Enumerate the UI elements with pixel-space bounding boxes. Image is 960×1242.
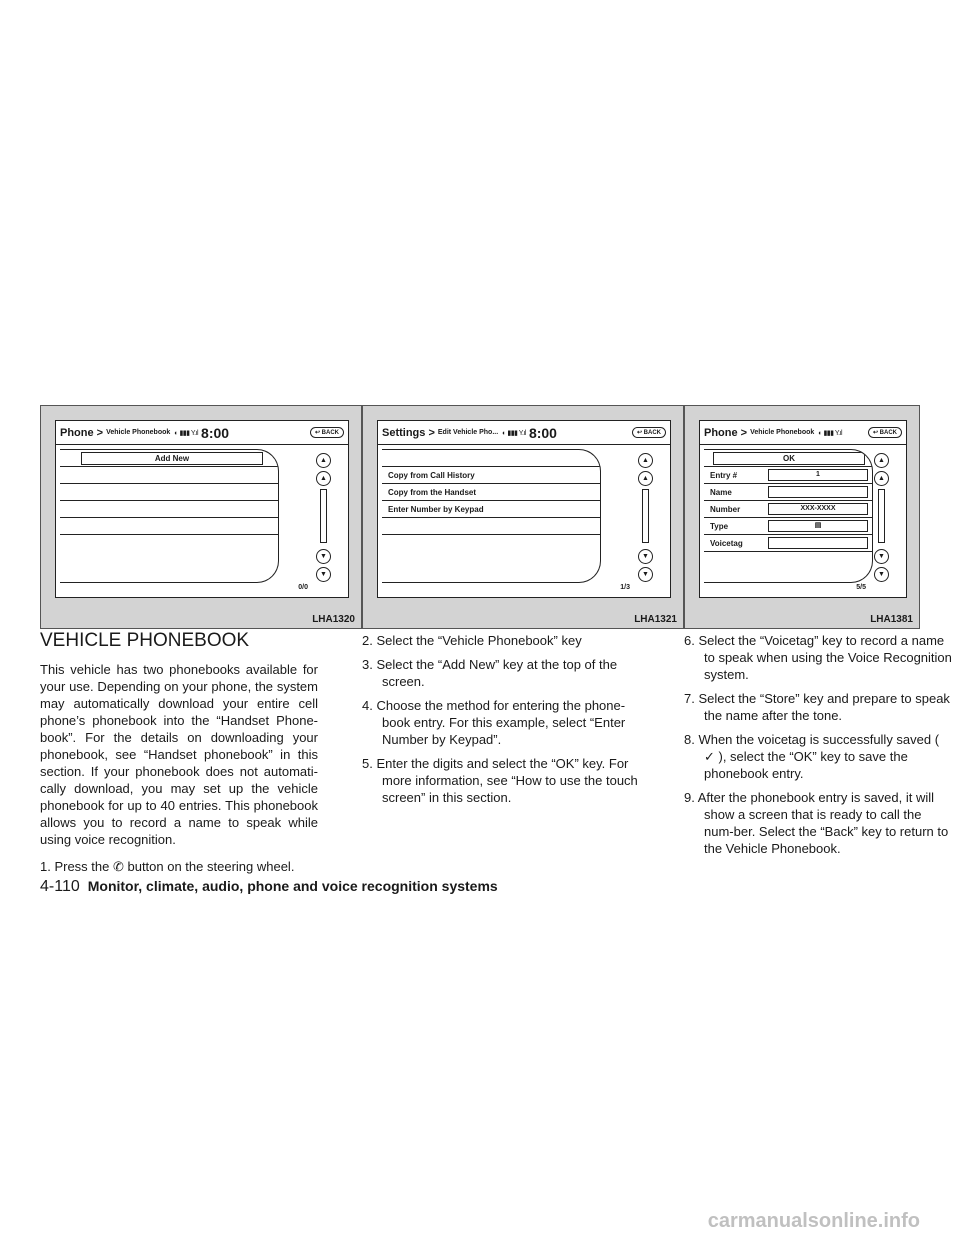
step-9: 9. After the phonebook entry is saved, it will show a screen that is ready to call the num-ber. Select the “Back” key to return to the Vehicle Phonebook. bbox=[684, 790, 949, 856]
screen-header bbox=[378, 421, 670, 445]
scroll-controls bbox=[312, 453, 340, 583]
scroll-up-icon[interactable]: ▲ bbox=[638, 471, 653, 486]
header-subtitle: Edit Vehicle Pho... bbox=[437, 429, 499, 436]
list-item[interactable] bbox=[382, 518, 600, 535]
page-up-icon[interactable]: ▲ bbox=[874, 453, 889, 468]
figure-edit-vehicle-phonebook bbox=[362, 405, 684, 629]
name-field[interactable]: Name bbox=[704, 484, 872, 501]
ok-button[interactable]: OK bbox=[704, 450, 872, 467]
chapter-title: Monitor, climate, audio, phone and voice recognition systems bbox=[87, 878, 498, 894]
page-down-icon[interactable]: ▼ bbox=[638, 567, 653, 582]
scrollbar[interactable] bbox=[320, 489, 327, 543]
text-column-2 bbox=[362, 632, 642, 813]
scrollbar[interactable] bbox=[642, 489, 649, 543]
page-number: 4-110 bbox=[40, 878, 80, 895]
figure-code: LHA1320 bbox=[312, 614, 355, 625]
clock: 8:00 bbox=[201, 424, 230, 441]
list-item[interactable] bbox=[60, 484, 278, 501]
status-icons: ◐ ▮▮▮ Y.ıl bbox=[502, 429, 526, 437]
enter-number-by-keypad-item[interactable]: Enter Number by Keypad bbox=[382, 501, 600, 518]
step-4: 4. Choose the method for entering the phone-book entry. For this example, select “Enter Number by Keypad”. bbox=[362, 698, 626, 747]
figure-code: LHA1321 bbox=[634, 614, 677, 625]
back-button[interactable]: ↩ BACK bbox=[868, 427, 902, 438]
scroll-down-icon[interactable]: ▼ bbox=[874, 549, 889, 564]
scroll-down-icon[interactable]: ▼ bbox=[638, 549, 653, 564]
copy-from-call-history-item[interactable]: Copy from Call History bbox=[382, 467, 600, 484]
scrollbar[interactable] bbox=[878, 489, 885, 543]
back-button[interactable]: ↩ BACK bbox=[310, 427, 344, 438]
screen bbox=[55, 420, 349, 598]
page-indicator: 0/0 bbox=[298, 584, 308, 591]
step-7: 7. Select the “Store” key and prepare to speak the name after the tone. bbox=[684, 691, 950, 723]
screen bbox=[699, 420, 907, 598]
figure-phonebook-entry bbox=[684, 405, 920, 629]
menu-list bbox=[382, 449, 601, 583]
page-up-icon[interactable]: ▲ bbox=[638, 453, 653, 468]
header-title: Phone > bbox=[60, 426, 104, 439]
step-2: 2. Select the “Vehicle Phonebook” key bbox=[362, 633, 582, 648]
watermark: carmanualsonline.info bbox=[707, 1210, 920, 1232]
screen-header bbox=[56, 421, 348, 445]
page-indicator: 1/3 bbox=[620, 584, 630, 591]
scroll-up-icon[interactable]: ▲ bbox=[874, 471, 889, 486]
back-button[interactable]: ↩ BACK bbox=[632, 427, 666, 438]
scroll-down-icon[interactable]: ▼ bbox=[316, 549, 331, 564]
status-icons: ◐ ▮▮▮ Y.ıl bbox=[818, 429, 843, 437]
header-title: Phone > bbox=[704, 426, 748, 439]
menu-list bbox=[60, 449, 279, 583]
entry-form bbox=[704, 449, 873, 583]
scroll-up-icon[interactable]: ▲ bbox=[316, 471, 331, 486]
list-item[interactable] bbox=[60, 467, 278, 484]
intro-paragraph: This vehicle has two phonebooks available for your use. Depending on your phone, the system may automatically download your entire cell phone’s phonebook into the “Handset Phone-book”. For the details on downloading your phonebook, see “Handset phonebook” in this section. If your phonebook does not automati-cally download, you may set up the vehicle phonebook for up to 40 entries. This phonebook allows you to record a name to speak while using voice recognition. bbox=[40, 662, 318, 847]
screen-header bbox=[700, 421, 906, 445]
list-item[interactable] bbox=[60, 501, 278, 518]
header-subtitle: Vehicle Phonebook bbox=[750, 429, 815, 436]
step-8: 8. When the voicetag is successfully saved ( ✓ ), select the “OK” key to save the phonebook entry. bbox=[684, 732, 940, 781]
type-icon: ▤ bbox=[768, 520, 868, 532]
page-indicator: 5/5 bbox=[856, 584, 866, 591]
text-column-3 bbox=[684, 632, 952, 864]
step-1: 1. Press the ✆ button on the steering wheel. bbox=[40, 859, 295, 874]
figure-code: LHA1381 bbox=[870, 614, 913, 625]
status-icons: ◐ ▮▮▮ Y.ıl bbox=[174, 429, 199, 437]
header-subtitle: Vehicle Phonebook bbox=[106, 429, 171, 436]
page-down-icon[interactable]: ▼ bbox=[316, 567, 331, 582]
scroll-controls bbox=[870, 453, 898, 583]
voicetag-field[interactable]: Voicetag bbox=[704, 535, 872, 552]
entry-number-field[interactable]: Entry # 1 bbox=[704, 467, 872, 484]
header-title: Settings > bbox=[382, 426, 435, 439]
step-3: 3. Select the “Add New” key at the top of the screen. bbox=[362, 657, 618, 689]
list-item[interactable] bbox=[382, 450, 600, 467]
text-column-1 bbox=[40, 632, 320, 882]
page-up-icon[interactable]: ▲ bbox=[316, 453, 331, 468]
screen bbox=[377, 420, 671, 598]
number-field[interactable]: Number XXX-XXXX bbox=[704, 501, 872, 518]
type-field[interactable]: Type ▤ bbox=[704, 518, 872, 535]
section-title: VEHICLE PHONEBOOK bbox=[40, 630, 250, 651]
scroll-controls bbox=[634, 453, 662, 583]
clock: 8:00 bbox=[528, 424, 557, 441]
copy-from-handset-item[interactable]: Copy from the Handset bbox=[382, 484, 600, 501]
page-footer bbox=[40, 878, 498, 896]
step-5: 5. Enter the digits and select the “OK” key. For more information, see “How to use the touch screen” in this section. bbox=[362, 756, 638, 805]
add-new-button[interactable]: Add New bbox=[60, 450, 278, 467]
list-item[interactable] bbox=[60, 518, 278, 535]
page-down-icon[interactable]: ▼ bbox=[874, 567, 889, 582]
step-6: 6. Select the “Voicetag” key to record a name to speak when using the Voice Recognition system. bbox=[684, 633, 952, 682]
figure-vehicle-phonebook bbox=[40, 405, 362, 629]
